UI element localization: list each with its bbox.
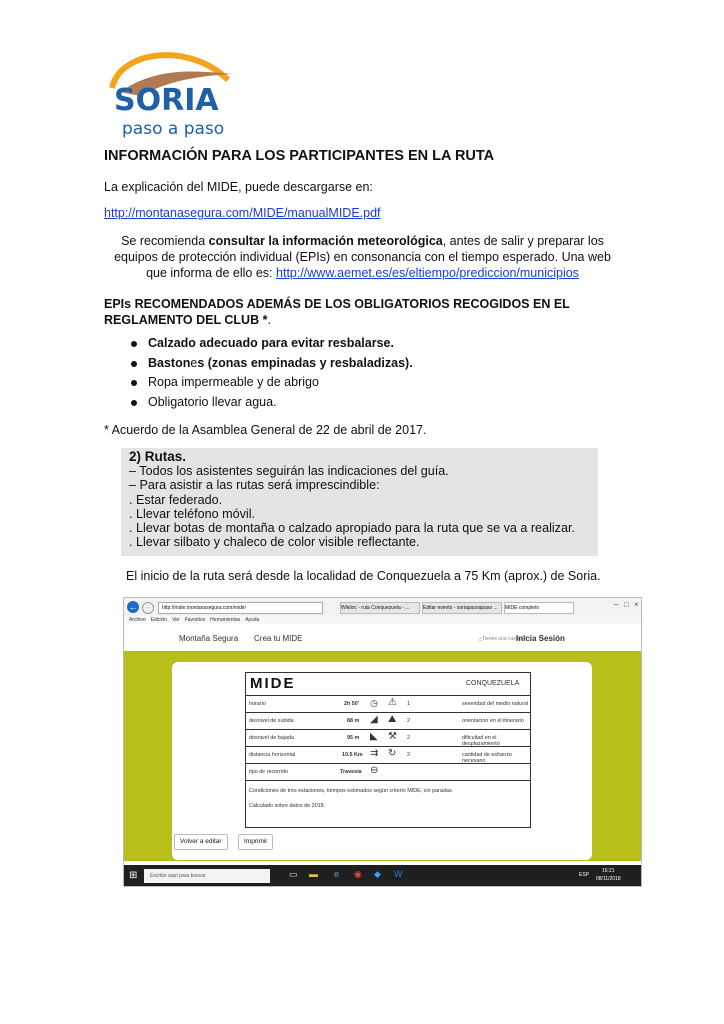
mide-row-label: tipo de recorrido bbox=[249, 769, 288, 775]
mide-notes-text: Condiciones de tres estaciones, tiempos estimados según criterio MIDE, sin paradas. bbox=[249, 788, 454, 794]
rutas-line: – Para asistir a las rutas será imprescindible: bbox=[129, 478, 380, 493]
bullet-text-normal: e bbox=[190, 355, 198, 370]
site-brand[interactable]: Montaña Segura bbox=[179, 634, 239, 643]
word-icon[interactable]: W bbox=[394, 869, 403, 879]
acuerdo-note: * Acuerdo de la Asamblea General de 22 de abril de 2017. bbox=[104, 423, 427, 437]
soria-paso-a-paso-logo bbox=[100, 40, 240, 140]
browser-toolbar bbox=[124, 598, 641, 617]
menu-item[interactable]: Favoritos bbox=[184, 617, 206, 623]
bullet-text-2: s (zonas empinadas y resbaladizas). bbox=[197, 355, 413, 370]
menu-item[interactable]: Archivo bbox=[129, 617, 146, 623]
mide-row-label: desnivel de subida bbox=[249, 718, 294, 724]
browser-tab[interactable]: Editar evento - soriapasoapaso ... bbox=[422, 602, 502, 614]
rutas-rules-box bbox=[121, 448, 598, 556]
mide-row-value: 88 m bbox=[347, 718, 360, 724]
mide-row-score: 1 bbox=[407, 701, 410, 707]
para-bold: consultar la información meteorológica bbox=[208, 234, 443, 248]
rutas-line: . Estar federado. bbox=[129, 492, 223, 507]
site-header bbox=[124, 625, 641, 651]
login-link[interactable]: Inicia Sesión bbox=[516, 634, 565, 643]
rutas-line: – Todos los asistentes seguirán las indicaciones del guía. bbox=[129, 464, 449, 479]
page-title: INFORMACIÓN PARA LOS PARTICIPANTES EN LA RUTA bbox=[104, 148, 495, 164]
mide-logo: MIDE bbox=[250, 675, 296, 692]
mide-row bbox=[246, 712, 530, 730]
bullet-icon bbox=[131, 380, 137, 386]
effort-icon: ↻ bbox=[388, 748, 397, 759]
browser-menu bbox=[124, 616, 641, 624]
mide-manual-link[interactable] bbox=[104, 206, 381, 220]
epis-heading-text: EPIs RECOMENDADOS ADEMÁS DE LOS OBLIGATORIOS RECOGIDOS EN EL REGLAMENTO DEL CLUB * bbox=[104, 297, 570, 327]
mide-row bbox=[246, 746, 530, 764]
minimize-icon[interactable]: – bbox=[614, 600, 619, 609]
bullet-icon bbox=[131, 400, 137, 406]
maximize-icon[interactable]: □ bbox=[624, 600, 629, 609]
ie-icon[interactable]: e bbox=[334, 869, 340, 879]
mide-row-desc: severidad del medio natural bbox=[462, 701, 529, 707]
rutas-line: . Llevar silbato y chaleco de color visible reflectante. bbox=[129, 535, 420, 550]
folder-icon[interactable]: ▬ bbox=[309, 869, 318, 879]
epis-list bbox=[104, 334, 413, 412]
back-to-edit-button[interactable]: Volver a editar bbox=[174, 834, 228, 850]
mide-row-desc: dificultad en el desplazamiento bbox=[462, 735, 500, 747]
taskbar-search[interactable]: Escribe aquí para buscar bbox=[144, 869, 270, 883]
epis-heading bbox=[104, 296, 624, 328]
mide-row-label: horario bbox=[249, 701, 266, 707]
mide-notes bbox=[246, 780, 530, 827]
ascent-icon: ◢ bbox=[370, 714, 378, 725]
browser-tab-active[interactable]: MIDE completo bbox=[504, 602, 574, 614]
windows-taskbar bbox=[124, 865, 641, 887]
mide-browser-screenshot bbox=[123, 597, 642, 887]
clock-date[interactable]: 08/11/2018 bbox=[596, 876, 621, 882]
menu-item[interactable]: Ayuda bbox=[245, 617, 260, 623]
rutas-line: . Llevar botas de montaña o calzado apropiado para la ruta que se va a realizar. bbox=[129, 521, 575, 536]
mide-row-desc: orientacion en el itinerario bbox=[462, 718, 524, 724]
mide-row bbox=[246, 695, 530, 713]
clock-time[interactable]: 16:21 bbox=[602, 868, 615, 874]
bullet-icon bbox=[131, 341, 137, 347]
logo-tagline: paso a paso bbox=[122, 119, 225, 139]
mide-row-value: 95 m bbox=[347, 735, 360, 741]
chrome-icon[interactable]: ◉ bbox=[354, 869, 362, 879]
epis-dot: . bbox=[267, 313, 271, 327]
clock-icon: ◷ bbox=[370, 698, 378, 708]
task-view-icon[interactable]: ▭ bbox=[289, 869, 298, 879]
descent-icon: ◣ bbox=[370, 731, 378, 742]
mide-sheet bbox=[245, 672, 531, 828]
app-icon[interactable]: ◆ bbox=[374, 869, 381, 879]
back-icon[interactable]: ← bbox=[128, 602, 138, 612]
forward-icon[interactable]: → bbox=[142, 602, 154, 614]
mide-notes-text-2: Calculado sobre datos de 2018. bbox=[249, 803, 326, 809]
route-type-icon: ⊖ bbox=[370, 765, 379, 776]
para-a: Se recomienda bbox=[121, 234, 209, 248]
rutas-line: . Llevar teléfono móvil. bbox=[129, 506, 255, 521]
nav-create-mide[interactable]: Crea tu MIDE bbox=[254, 634, 303, 643]
mide-row-desc: cantidad de esfuerzo necesario bbox=[462, 752, 513, 764]
mide-row-score: 2 bbox=[407, 735, 410, 741]
mide-row bbox=[246, 729, 530, 747]
mide-row-score: 2 bbox=[407, 752, 410, 758]
address-bar[interactable]: http://mide.montanasegura.com/mide/ bbox=[158, 602, 323, 614]
bullet-text: Baston bbox=[148, 355, 191, 370]
bullet-text: Obligatorio llevar agua. bbox=[148, 394, 277, 409]
logo-brand: SORIA bbox=[114, 83, 219, 118]
mide-row-value: 10.5 Km bbox=[342, 752, 363, 758]
menu-item[interactable]: Edición bbox=[150, 617, 168, 623]
aemet-link[interactable]: http://www.aemet.es/es/eltiempo/prediccion/municipios bbox=[276, 266, 579, 280]
menu-item[interactable]: Ver bbox=[172, 617, 180, 623]
list-item bbox=[104, 393, 413, 413]
mide-intro: La explicación del MIDE, puede descargarse en: bbox=[104, 180, 373, 194]
orientation-icon: ⛰ bbox=[388, 714, 397, 725]
mide-manual-link-text[interactable]: http://montanasegura.com/MIDE/manualMIDE.pdf bbox=[104, 206, 381, 220]
login-hint: ¿Tienes una cuenta? bbox=[479, 636, 526, 642]
language-indicator[interactable]: ESP bbox=[579, 872, 590, 878]
mide-row bbox=[246, 763, 530, 781]
mide-route-name: CONQUEZUELA bbox=[466, 680, 520, 687]
print-button[interactable]: Imprimir bbox=[238, 834, 273, 850]
list-item bbox=[104, 334, 413, 354]
mide-row-score: 2 bbox=[407, 718, 410, 724]
distance-icon: ⇉ bbox=[370, 748, 379, 759]
boot-icon: ⚒ bbox=[388, 731, 397, 742]
mide-row-value: Travesía bbox=[340, 769, 362, 775]
bullet-text: Calzado adecuado para evitar resbalarse. bbox=[148, 336, 394, 350]
bullet-text: Ropa impermeable y de abrigo bbox=[148, 375, 319, 389]
bullet-icon bbox=[131, 361, 137, 367]
menu-item[interactable]: Herramientas bbox=[210, 617, 241, 623]
route-start-text: El inicio de la ruta será desde la localidad de Conquezuela a 75 Km (aprox.) de Soria. bbox=[126, 569, 601, 583]
list-item bbox=[104, 373, 413, 393]
warning-icon: ⚠ bbox=[388, 697, 397, 708]
close-icon[interactable]: × bbox=[634, 600, 639, 609]
para-c: , antes de salir y preparar los equipos de protección individual (EPIs) en consonancia con el tiempo esperado. Una web que informa de ello es: bbox=[114, 234, 611, 280]
mide-row-label: desnivel de bajada bbox=[249, 735, 294, 741]
rutas-line: 2) Rutas. bbox=[129, 449, 187, 464]
browser-tab[interactable]: Wikiloc - ruta Conquezuela - ... bbox=[340, 602, 420, 614]
list-item bbox=[104, 354, 413, 374]
mide-row-label: distancia horizontal bbox=[249, 752, 296, 758]
windows-start-icon[interactable]: ⊞ bbox=[129, 870, 138, 881]
weather-paragraph bbox=[104, 233, 621, 281]
mide-row-value: 2h 50' bbox=[344, 701, 360, 707]
